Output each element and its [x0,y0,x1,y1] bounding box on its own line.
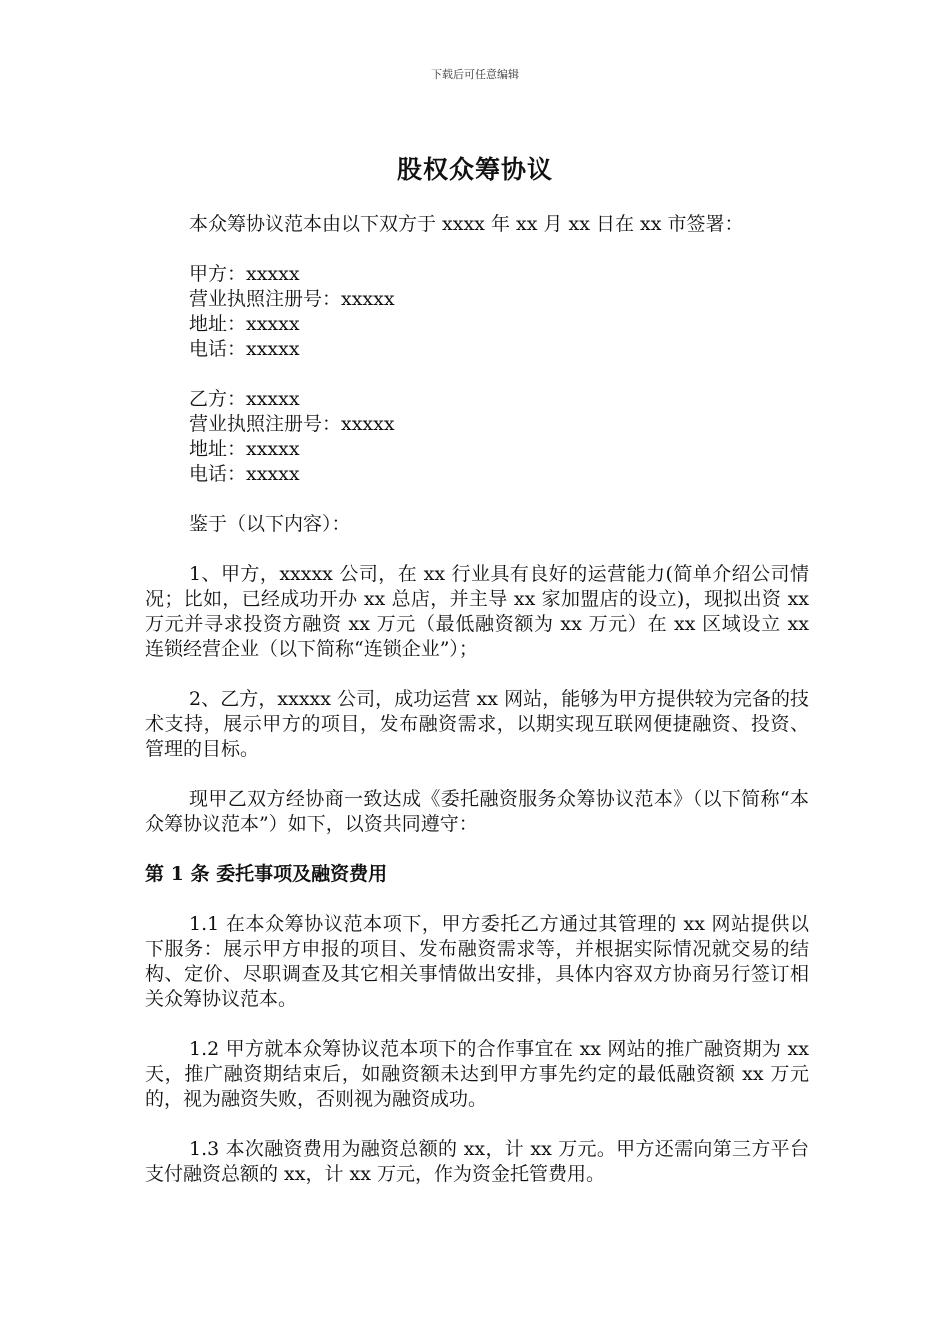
clause-1-1: 1.1 在本众筹协议范本项下，甲方委托乙方通过其管理的 xx 网站提供以下服务：展示甲方申报的项目、发布融资需求等，并根据实际情况就交易的结构、定价、尽职调查及其它相关事情做出安排，具体内容双方协商另行签订相关众筹协议范本。 [145,913,809,1010]
party-b-license: 营业执照注册号：xxxxx [189,413,395,435]
intro-paragraph: 本众筹协议范本由以下双方于 xxxx 年 xx 月 xx 日在 xx 市签署： [189,213,744,235]
whereas-item-1: 1、甲方，xxxxx 公司，在 xx 行业具有良好的运营能力(简单介绍公司情况；比如，已经成功开办 xx 总店，并主导 xx 家加盟店的设立)，现拟出资 xx 万元并寻求投资方融资 xx 万元（最低融资额为 xx 万元）在 xx 区域设立 xx 连锁经营企业（以下简称“连锁企业”）； [145,563,809,660]
header-note: 下载后可任意编辑 [431,68,519,81]
party-b-name: 乙方：xxxxx [189,388,300,410]
whereas-heading: 鉴于（以下内容）： [189,513,351,535]
party-a-license: 营业执照注册号：xxxxx [189,288,395,310]
agreement-paragraph: 现甲乙双方经协商一致达成《委托融资服务众筹协议范本》（以下简称“本众筹协议范本”）如下，以资共同遵守： [145,788,809,835]
whereas-item-2: 2、乙方，xxxxx 公司，成功运营 xx 网站，能够为甲方提供较为完备的技术支持，展示甲方的项目，发布融资需求，以期实现互联网便捷融资、投资、管理的目标。 [145,688,809,760]
party-b-address: 地址：xxxxx [189,438,300,460]
party-b-block [145,387,809,487]
page-title: 股权众筹协议 [396,155,553,184]
clause-1-3: 1.3 本次融资费用为融资总额的 xx，计 xx 万元。甲方还需向第三方平台支付融资总额的 xx，计 xx 万元，作为资金托管费用。 [145,1138,809,1185]
document-body [145,212,809,1212]
party-a-address: 地址：xxxxx [189,313,300,335]
party-a-name: 甲方：xxxxx [189,263,300,285]
party-b-phone: 电话：xxxxx [189,463,300,485]
party-a-block [145,262,809,362]
clause-1-2: 1.2 甲方就本众筹协议范本项下的合作事宜在 xx 网站的推广融资期为 xx 天，推广融资期结束后，如融资额未达到甲方事先约定的最低融资额 xx 万元的，视为融资失败，否则视为融资成功。 [145,1038,809,1110]
party-a-phone: 电话：xxxxx [189,338,300,360]
section-1-heading: 第 1 条 委托事项及融资费用 [145,863,388,885]
